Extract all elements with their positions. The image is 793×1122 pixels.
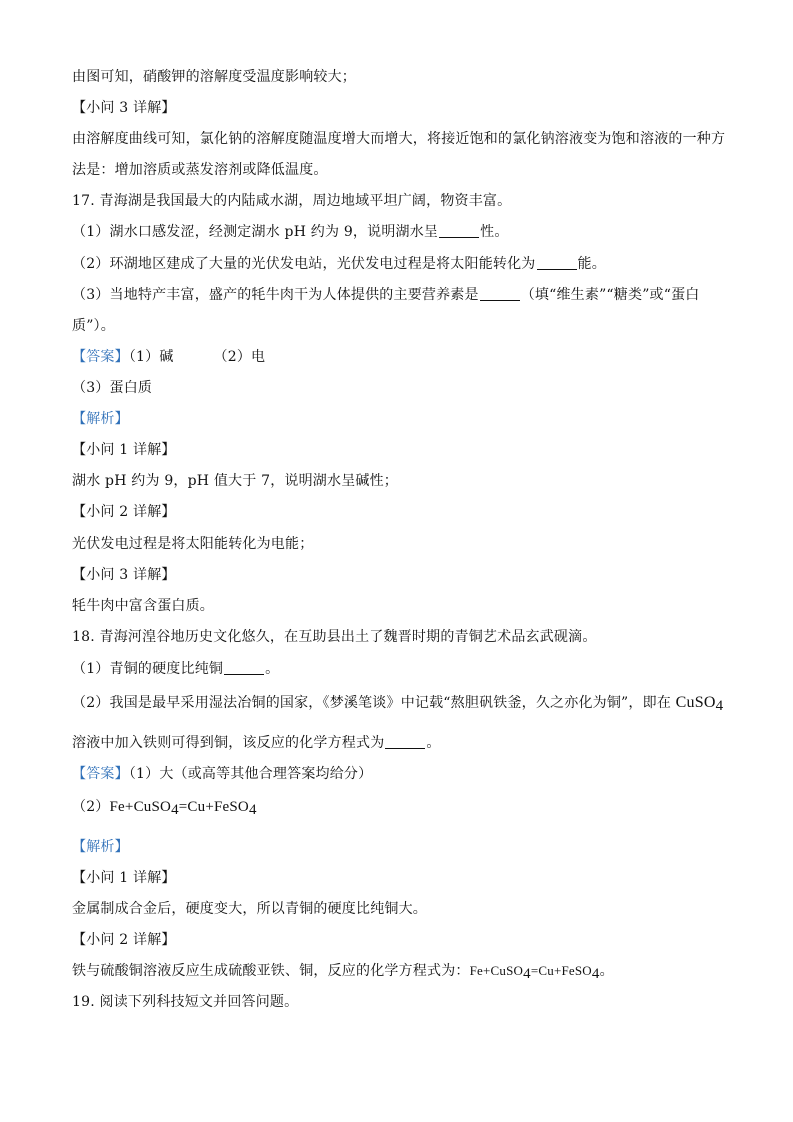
text-segment: （2）环湖地区建成了大量的光伏发电站，光伏发电过程是将太阳能转化为	[72, 256, 536, 272]
text-line: 金属制成合金后，硬度变大，所以青铜的硬度比纯铜大。	[72, 901, 427, 917]
question-17-part-1	[72, 223, 509, 241]
answer-line	[72, 765, 372, 783]
formula-subscript: 4	[715, 698, 724, 714]
formula-subscript: 4	[523, 966, 531, 982]
text-segment: 性。	[480, 224, 509, 240]
text-segment: （3）当地特产丰富，盛产的牦牛肉干为人体提供的主要营养素是	[72, 287, 479, 303]
formula-text: Fe+CuSO	[109, 799, 172, 815]
subquestion-heading: 【小问 2 详解】	[72, 932, 176, 948]
answer-blank	[480, 288, 520, 301]
text-segment: （1）青铜的硬度比纯铜	[72, 661, 224, 677]
text-segment: 铁与硫酸铜溶液反应生成硫酸亚铁、铜，反应的化学方程式为：	[72, 963, 470, 979]
formula-text: CuSO	[675, 694, 716, 711]
text-line: 由图可知，硝酸钾的溶解度受温度影响较大；	[72, 69, 356, 85]
answer-line	[72, 348, 265, 366]
subquestion-heading: 【小问 2 详解】	[72, 504, 176, 520]
subquestion-heading: 【小问 1 详解】	[72, 442, 176, 458]
formula-text: Fe+CuSO	[469, 963, 524, 978]
text-segment: 能。	[577, 256, 606, 272]
question-17-stem: 17. 青海湖是我国最大的内陆咸水湖，周边地域平坦广阔，物资丰富。	[72, 193, 512, 209]
answer-label: 【答案】	[72, 349, 129, 365]
text-segment: 溶液中加入铁则可得到铜，该反应的化学方程式为	[72, 735, 385, 751]
analysis-label: 【解析】	[72, 411, 129, 427]
answer-part: （1）大（或高等其他合理答案均给分）	[128, 766, 373, 782]
text-segment: （2）我国是最早采用湿法冶铜的国家，《梦溪笔谈》中记载“熬胆矾铁釜，久之亦化为铜”，即在	[72, 695, 676, 711]
text-segment: （1）湖水口感发涩，经测定湖水 pH 约为 9，说明湖水呈	[72, 224, 439, 240]
question-17-part-3	[72, 286, 700, 304]
answer-blank	[537, 257, 577, 270]
analysis-label: 【解析】	[72, 839, 129, 855]
text-line	[72, 962, 614, 980]
text-line	[72, 734, 441, 752]
formula-text: =Cu+FeSO	[530, 963, 592, 978]
text-line: 光伏发电过程是将太阳能转化为电能；	[72, 536, 314, 552]
answer-part: （1）碱	[128, 349, 174, 365]
answer-line	[72, 798, 257, 816]
text-line: 湖水 pH 约为 9，pH 值大于 7，说明湖水呈碱性；	[72, 473, 399, 489]
subquestion-heading: 【小问 3 详解】	[72, 100, 176, 116]
text-segment: （填“维生素”“糖类”或“蛋白	[520, 287, 700, 303]
text-line: 法是：增加溶质或蒸发溶剂或降低温度。	[72, 162, 328, 178]
text-segment: 。	[265, 661, 280, 677]
answer-line: （3）蛋白质	[72, 380, 153, 396]
text-line: 由溶解度曲线可知，氯化钠的溶解度随温度增大而增大，将接近饱和的氯化钠溶液变为饱和溶液的一种方	[72, 131, 726, 147]
answer-part: （2）电	[213, 349, 266, 365]
text-segment: 。	[426, 735, 441, 751]
formula-text: =Cu+FeSO	[178, 799, 249, 815]
subquestion-heading: 【小问 1 详解】	[72, 870, 176, 886]
formula-subscript: 4	[171, 802, 179, 818]
question-18-part-2	[72, 694, 723, 712]
question-19-stem: 19. 阅读下列科技短文并回答问题。	[72, 994, 299, 1010]
subquestion-heading: 【小问 3 详解】	[72, 567, 176, 583]
question-17-part-2	[72, 255, 606, 273]
formula-subscript: 4	[591, 966, 600, 982]
answer-part: （2）	[72, 799, 110, 815]
answer-label: 【答案】	[72, 766, 129, 782]
answer-blank	[439, 225, 479, 238]
question-18-part-1	[72, 660, 279, 678]
formula-subscript: 4	[248, 802, 257, 818]
answer-blank	[224, 662, 264, 675]
answer-blank	[385, 736, 425, 749]
text-line: 质”）。	[72, 318, 115, 334]
question-18-stem: 18. 青海河湟谷地历史文化悠久，在互助县出土了魏晋时期的青铜艺术品玄武砚滴。	[72, 629, 597, 645]
text-line: 牦牛肉中富含蛋白质。	[72, 598, 214, 614]
text-segment: 。	[599, 963, 614, 979]
